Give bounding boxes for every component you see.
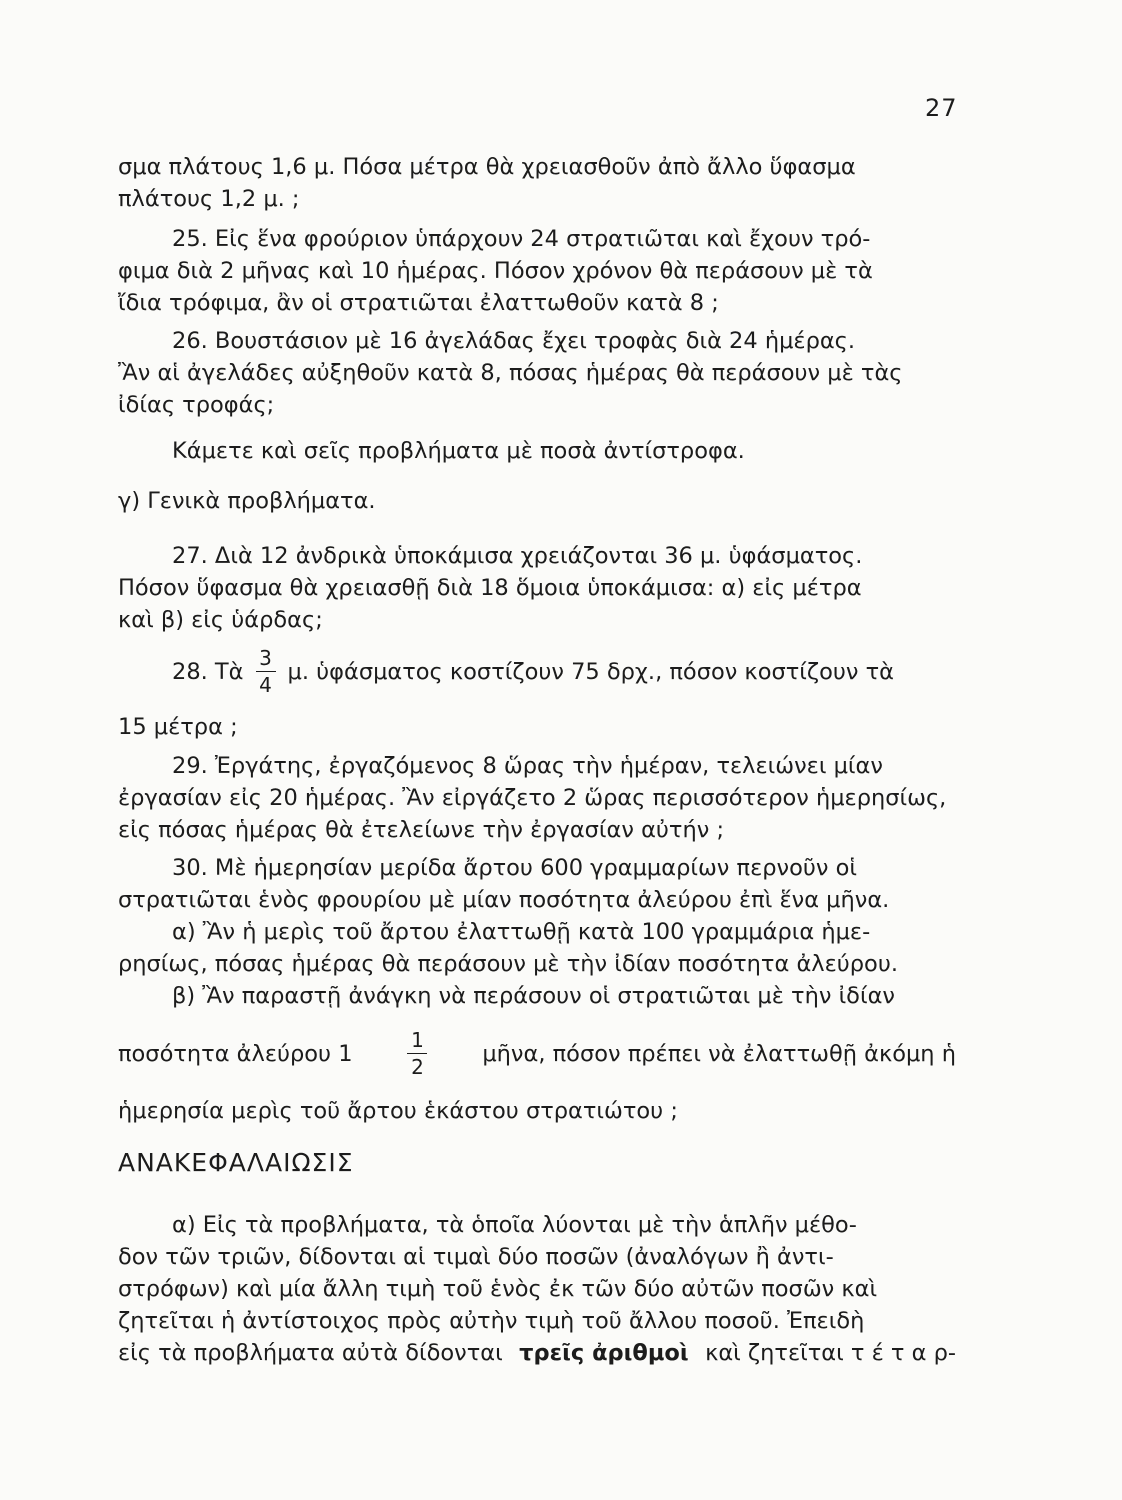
fraction-three-quarters: $\frac{3}{4}$ <box>256 648 276 695</box>
text-line: στρατιῶται ἑνὸς φρουρίου μὲ μίαν ποσότητα ἀλεύρου ἐπὶ ἕνα μῆνα. <box>118 887 890 913</box>
bold-three-numbers: τρεῖς ἀριθμοὶ <box>519 1340 689 1366</box>
text-line: β) Ἂν παραστῇ ἀνάγκη νὰ περάσουν οἱ στρατιῶται μὲ τὴν ἰδίαν <box>172 983 895 1009</box>
text-line: 25. Εἰς ἕνα φρούριον ὑπάρχουν 24 στρατιῶται καὶ ἔχουν τρό- <box>172 226 871 252</box>
text-line: Πόσον ὕφασμα θὰ χρειασθῇ διὰ 18 ὅμοια ὑποκάμισα: α) εἰς μέτρα <box>118 575 862 601</box>
text-line: ζητεῖται ἡ ἀντίστοιχος πρὸς αὐτὴν τιμὴ τοῦ ἄλλου ποσοῦ. Ἐπειδὴ <box>118 1308 865 1334</box>
fraction-one-half: $\frac{1}{2}$ <box>407 1030 427 1077</box>
text-line: ἰδίας τροφάς; <box>118 392 275 418</box>
text-line: στρόφων) καὶ μία ἄλλη τιμὴ τοῦ ἑνὸς ἐκ τῶν δύο αὐτῶν ποσῶν καὶ <box>118 1276 878 1302</box>
text-line: φιμα διὰ 2 μῆνας καὶ 10 ἡμέρας. Πόσον χρόνον θὰ περάσουν μὲ τὰ <box>118 258 873 284</box>
problem-28-line2 <box>118 716 956 748</box>
p30b-suffix: μῆνα, πόσον πρέπει νὰ ἐλαττωθῇ ἀκόμη ἡ <box>482 1040 956 1067</box>
text-line: ἐργασίαν εἰς 20 ἡμέρας. Ἂν εἰργάζετο 2 ὥρας περισσότερον ἡμερησίως, <box>118 785 947 811</box>
text-line: 15 μέτρα ; <box>118 714 238 740</box>
problem-27 <box>118 545 956 641</box>
page-number: 27 <box>925 94 958 122</box>
text-line: σμα πλάτους 1,6 μ. Πόσα μέτρα θὰ χρειασθοῦν ἀπὸ ἄλλο ὕφασμα <box>118 154 856 180</box>
text-line: καὶ β) εἰς ὑάρδας; <box>118 607 323 633</box>
problem-28-line1 <box>172 648 956 695</box>
text-line-last: εἰς τὰ προβλήματα αὐτὰ δίδονται τρεῖς ἀριθμοὶ καὶ ζητεῖται τ έ τ α ρ- <box>118 1342 956 1374</box>
problem-30 <box>118 857 956 1017</box>
problem-29 <box>118 755 956 851</box>
p28-suffix: μ. ὑφάσματος κοστίζουν 75 δρχ., πόσον κοστίζουν τὰ <box>287 658 895 685</box>
text-line: εἰς πόσας ἡμέρας θὰ ἐτελείωνε τὴν ἐργασίαν αὐτήν ; <box>118 817 725 843</box>
problem-25 <box>118 228 956 324</box>
problem-30b-line3 <box>118 1100 956 1132</box>
text-line: δον τῶν τριῶν, δίδονται αἱ τιμαὶ δύο ποσῶν (ἀναλόγων ἢ ἀντι- <box>118 1244 834 1270</box>
text-line: 30. Μὲ ἡμερησίαν μερίδα ἄρτου 600 γραμμαρίων περνοῦν οἱ <box>172 855 857 881</box>
text-line: α) Ἂν ἡ μερὶς τοῦ ἄρτου ἐλαττωθῇ κατὰ 100 γραμμάρια ἡμε- <box>172 919 871 945</box>
text-line: Κάμετε καὶ σεῖς προβλήματα μὲ ποσὰ ἀντίστροφα. <box>172 438 745 464</box>
text-line: ἡμερησία μερὶς τοῦ ἄρτου ἑκάστου στρατιώτου ; <box>118 1098 678 1124</box>
section-title: γ) Γενικὰ προβλήματα. <box>118 488 376 514</box>
text-line: ἴδια τρόφιμα, ἂν οἱ στρατιῶται ἐλαττωθοῦν κατὰ 8 ; <box>118 290 719 316</box>
text-line: Ἂν αἱ ἀγελάδες αὐξηθοῦν κατὰ 8, πόσας ἡμέρας θὰ περάσουν μὲ τὰς <box>118 360 903 386</box>
problem-30b-fraction-line <box>118 1030 956 1077</box>
text-line: 27. Διὰ 12 ἀνδρικὰ ὑποκάμισα χρειάζονται 36 μ. ὑφάσματος. <box>172 543 863 569</box>
exercise-prompt <box>118 440 956 472</box>
text-line: 29. Ἐργάτης, ἐργαζόμενος 8 ὥρας τὴν ἡμέραν, τελειώνει μίαν <box>172 753 883 779</box>
text-line: 26. Βουστάσιον μὲ 16 ἀγελάδας ἔχει τροφὰς διὰ 24 ἡμέρας. <box>172 328 856 354</box>
problem-26 <box>118 330 956 426</box>
summary-heading: ΑΝΑΚΕΦΑΛΑΙΩΣΙΣ <box>118 1148 354 1177</box>
summary-paragraph <box>118 1214 956 1374</box>
text-line: πλάτους 1,2 μ. ; <box>118 186 300 212</box>
p30b-prefix: ποσότητα ἀλεύρου 1 <box>118 1040 353 1067</box>
text-line: ρησίως, πόσας ἡμέρας θὰ περάσουν μὲ τὴν ἰδίαν ποσότητα ἀλεύρου. <box>118 951 898 977</box>
section-general-problems <box>118 490 956 522</box>
problem-24-tail <box>118 156 956 220</box>
text-line: α) Εἰς τὰ προβλήματα, τὰ ὁποῖα λύονται μὲ τὴν ἁπλῆν μέθο- <box>172 1212 857 1238</box>
p28-prefix: 28. Τὰ <box>172 658 244 685</box>
